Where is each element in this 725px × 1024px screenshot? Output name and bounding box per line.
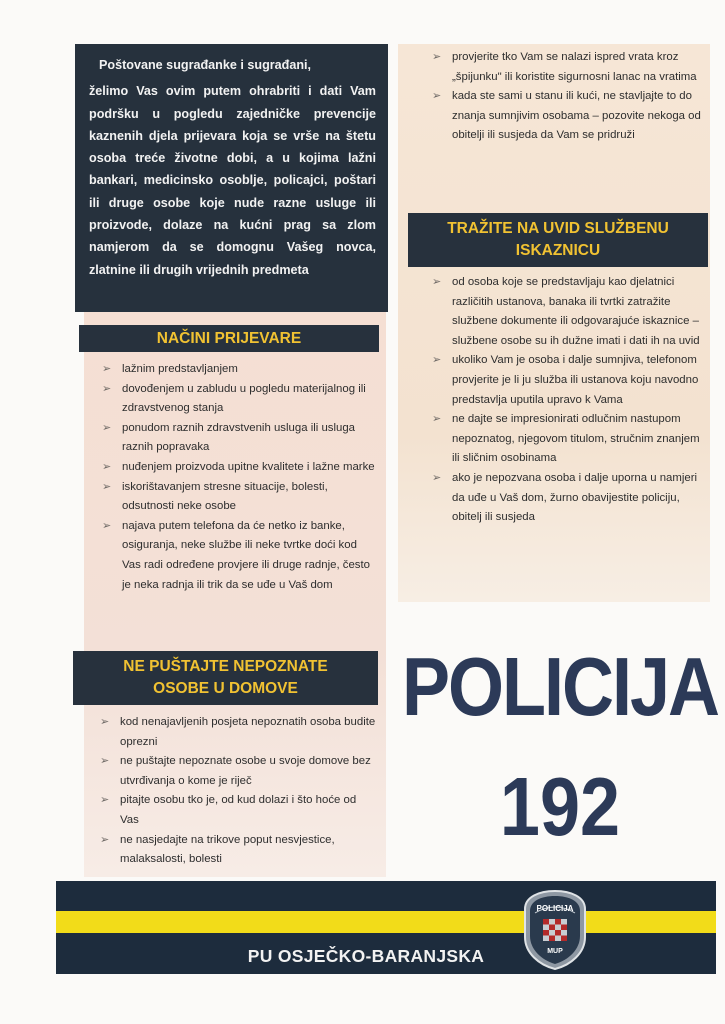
list-item: ➢ ponudom raznih zdravstvenih usluga ili usluga raznih popravaka — [100, 419, 376, 458]
list-item: ➢ od osoba koje se predstavljaju kao djelatnici različitih ustanova, banaka ili tvrtki zatražite službene dokumente ili odgovarajuće iskaznice – službene osobe su ih dužne imati i dati ih na uvid — [430, 273, 708, 351]
list-nacini — [100, 360, 376, 595]
footer-band-yellow — [56, 911, 716, 933]
list-item: ➢ ukoliko Vam je osoba i dalje sumnjiva, telefonom provjerite je li ju služba ili ustanova koju navodno predstavlja uputila upravo k Vama — [430, 351, 708, 410]
intro-text: želimo Vas ovim putem ohrabriti i dati Vam podršku u pogledu zajedničke prevencije kaznenih djela prijevara koja se vrše na štetu osoba treće životne dobi, a u kojima lažni bankari, medicinsko osoblje, policajci, poštari ili druge osobe koje nude razne usluge ili proizvode, dolaze na kućni prag sa zlom namjerom da se domognu Vašeg novca, zlatnine ili drugih vrijednih predmeta — [89, 84, 376, 277]
section-heading-nacini: NAČINI PRIJEVARE — [79, 325, 379, 352]
badge-bottom-text: MUP — [547, 948, 563, 955]
heading-line: OSOBE U DOMOVE — [153, 680, 298, 697]
footer-label: PU OSJEČKO-BARANJSKA — [56, 933, 716, 974]
list-item: ➢ lažnim predstavljanjem — [100, 360, 376, 380]
list-item: ➢ iskorištavanjem stresne situacije, bolesti, odsutnosti neke osobe — [100, 478, 376, 517]
list-item: ➢ kod nenajavljenih posjeta nepoznatih osoba budite oprezni — [98, 713, 378, 752]
police-badge-icon — [521, 889, 589, 971]
list-item: ➢ ne puštajte nepoznate osobe u svoje domove bez utvrđivanja o kome je riječ — [98, 752, 378, 791]
heading-line: ISKAZNICU — [515, 242, 601, 259]
heading-line: TRAŽITE NA UVID SLUŽBENU — [447, 220, 669, 237]
intro-block — [75, 44, 388, 312]
list-item: ➢ pitajte osobu tko je, od kud dolazi i što hoće od Vas — [98, 791, 378, 830]
list-item: ➢ kada ste sami u stanu ili kući, ne stavljajte to do znanja sumnjivim osobama – pozovite nekoga od obitelji ili susjeda da Vam se pridruži — [430, 87, 708, 146]
intro-greeting: Poštovane sugrađanke i sugrađani, — [99, 58, 312, 72]
list-item: ➢ ne nasjedajte na trikove poput nesvjestice, malaksalosti, bolesti — [98, 831, 378, 870]
list-item: ➢ najava putem telefona da će netko iz banke, osiguranja, neke službe ili neke tvrtke doći kod Vas radi određene provjere ili druge radnje, često je neka radnja ili trik da se uđe u Vaš dom — [100, 517, 376, 595]
badge-top-text: POLICIJA — [536, 904, 574, 913]
heading-line: NE PUŠTAJTE NEPOZNATE — [123, 658, 328, 675]
list-trazite — [430, 273, 708, 528]
police-phone-number: 192 — [499, 761, 621, 854]
police-title: POLICIJA — [401, 641, 719, 734]
section-heading-nepustajte — [73, 651, 378, 705]
list-continued — [430, 48, 708, 146]
list-nepustajte — [98, 713, 378, 870]
list-item: ➢ ne dajte se impresionirati odlučnim nastupom nepoznatog, njegovom titulom, stručnim znanjem ili sličnim osobinama — [430, 410, 708, 469]
list-item: ➢ provjerite tko Vam se nalazi ispred vrata kroz „špijunku" ili koristite sigurnosni lanac na vratima — [430, 48, 708, 87]
list-item: ➢ ako je nepozvana osoba i dalje uporna u namjeri da uđe u Vaš dom, žurno obavijestite policiju, obitelj ili susjeda — [430, 469, 708, 528]
section-heading-trazite — [408, 213, 708, 267]
list-item: ➢ nuđenjem proizvoda upitne kvalitete i lažne marke — [100, 458, 376, 478]
list-item: ➢ dovođenjem u zabludu u pogledu materijalnog ili zdravstvenog stanja — [100, 380, 376, 419]
footer-band-top — [56, 881, 716, 911]
